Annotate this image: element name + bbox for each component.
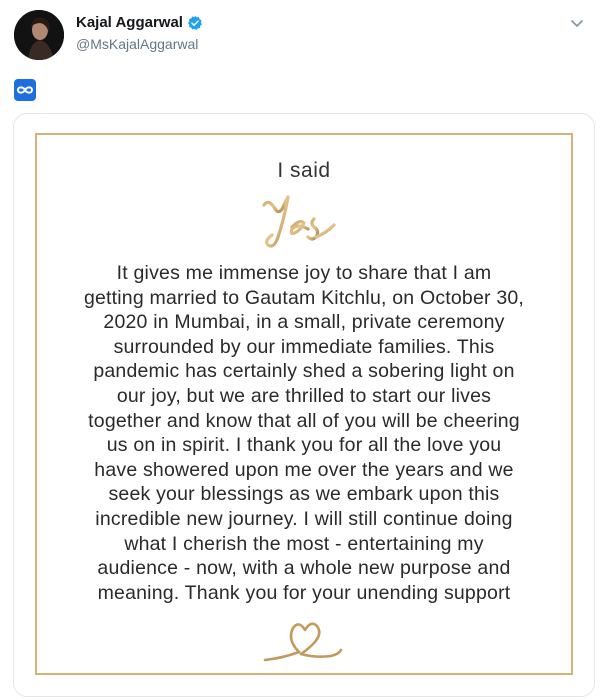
message-line: surrounded by our immediate families. This <box>113 335 495 358</box>
avatar-photo <box>14 10 64 60</box>
author-handle[interactable]: @MsKajalAggarwal <box>76 36 199 52</box>
message-line: pandemic has certainly shed a sobering light on <box>93 360 515 383</box>
message-line: getting married to Gautam Kitchlu, on October 30, <box>83 286 525 309</box>
message-line: audience - now, with a whole new purpose and <box>97 557 511 580</box>
message-line: meaning. Thank you for your unending support <box>97 581 511 604</box>
chevron-down-icon[interactable] <box>568 14 586 32</box>
tweet-image-card[interactable] <box>13 113 595 697</box>
message-line: us on in spirit. I thank you for all the love you <box>106 434 502 457</box>
announcement-message <box>44 261 564 605</box>
message-line: It gives me immense joy to share that I am <box>116 262 492 284</box>
message-line: our joy, but we are thrilled to start our lives <box>116 384 492 407</box>
author-name[interactable] <box>76 14 203 31</box>
message-line: incredible new journey. I will still continue doing <box>95 507 513 530</box>
heart-flourish-icon <box>259 614 349 669</box>
message-line: have showered upon me over the years and we <box>94 458 514 481</box>
message-line: 2020 in Mumbai, in a small, private ceremony <box>103 311 505 334</box>
infinity-emoji-icon <box>14 79 36 101</box>
yes-script-lettering <box>254 189 354 259</box>
message-line: together and know that all of you will be cheering <box>88 409 520 432</box>
message-line: seek your blessings as we embark upon this <box>108 483 500 506</box>
message-line: what I cherish the most - entertaining my <box>124 532 484 555</box>
author-name-text[interactable]: Kajal Aggarwal <box>76 14 183 31</box>
avatar[interactable] <box>14 10 64 60</box>
card-heading: I said <box>277 159 331 182</box>
verified-badge-icon <box>187 15 203 31</box>
